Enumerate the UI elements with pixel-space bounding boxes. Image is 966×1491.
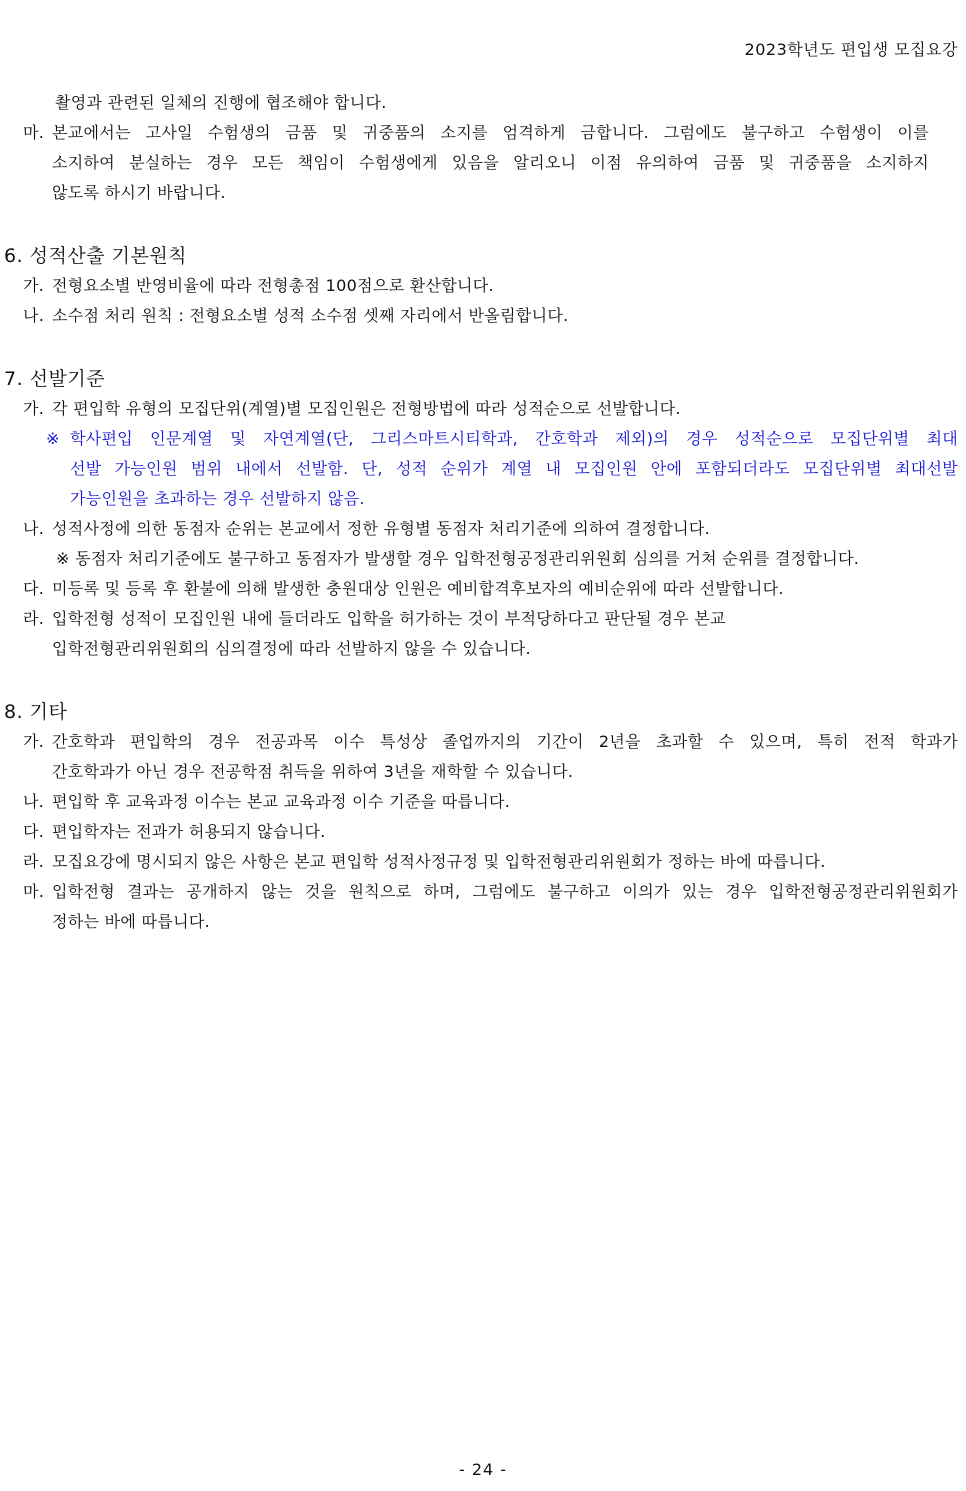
item-text: 전형요소별 반영비율에 따라 전형총점 100점으로 환산합니다. (52, 276, 494, 295)
section-8-item-na (0, 787, 966, 817)
note-text-line: 가능인원을 초과하는 경우 선발하지 않음. (70, 489, 365, 508)
section-6-heading: 6. 성적산출 기본원칙 (4, 245, 188, 267)
note-marker: ※ (46, 429, 60, 448)
page-header: 2023학년도 편입생 모집요강 (744, 40, 958, 59)
item-marker: 가. (23, 732, 45, 751)
section-8-item-ma (0, 877, 966, 937)
item-marker: 라. (23, 609, 45, 628)
item-ma-valuables (0, 118, 966, 208)
item-marker: 마. (23, 123, 45, 142)
section-8-item-ga (0, 727, 966, 787)
section-7-item-da (0, 574, 966, 604)
section-8-heading: 8. 기타 (4, 701, 68, 723)
section-8-item-ra (0, 847, 966, 877)
item-text-line: 본교에서는 고사일 수험생의 금품 및 귀중품의 소지를 엄격하게 금합니다. 그럼에도 불구하고 수험생이 이를 (52, 123, 929, 142)
item-text: 편입학자는 전과가 허용되지 않습니다. (52, 822, 326, 841)
item-text: 성적사정에 의한 동점자 순위는 본교에서 정한 유형별 동점자 처리기준에 의하여 결정합니다. (52, 519, 710, 538)
item-marker: 다. (23, 579, 45, 598)
item-text-line: 간호학과 편입학의 경우 전공과목 이수 특성상 졸업까지의 기간이 2년을 초과할 수 있으며, 특히 전적 학과가 (52, 732, 958, 751)
continuation-line: 촬영과 관련된 일체의 진행에 협조해야 합니다. (55, 93, 387, 112)
section-8-item-da (0, 817, 966, 847)
item-text-line: 간호학과가 아닌 경우 전공학점 취득을 위하여 3년을 재학할 수 있습니다. (52, 762, 574, 781)
item-text-line: 입학전형 결과는 공개하지 않는 것을 원칙으로 하며, 그럼에도 불구하고 이의가 있는 경우 입학전형공정관리위원회가 (52, 882, 958, 901)
item-text-line: 입학전형 성적이 모집인원 내에 들더라도 입학을 허가하는 것이 부적당하다고 판단될 경우 본교 (52, 609, 726, 628)
section-7-item-ra (0, 604, 966, 664)
item-marker: 가. (23, 399, 45, 418)
item-marker: 나. (23, 306, 45, 325)
section-6-item-na (0, 301, 966, 331)
item-marker: 마. (23, 882, 45, 901)
item-text-line: 입학전형관리위원회의 심의결정에 따라 선발하지 않을 수 있습니다. (52, 639, 531, 658)
item-text: 편입학 후 교육과정 이수는 본교 교육과정 이수 기준을 따릅니다. (52, 792, 511, 811)
note-text-line: 선발 가능인원 범위 내에서 선발함. 단, 성적 순위가 계열 내 모집인원 안에 포함되더라도 모집단위별 최대선발 (70, 459, 958, 478)
item-text-line: 소지하여 분실하는 경우 모든 책임이 수험생에게 있음을 알리오니 이점 유의하여 금품 및 귀중품을 소지하지 (52, 153, 929, 172)
item-text: 미등록 및 등록 후 환불에 의해 발생한 충원대상 인원은 예비합격후보자의 예비순위에 따라 선발합니다. (52, 579, 784, 598)
section-7-blue-note (0, 424, 966, 514)
item-marker: 라. (23, 852, 45, 871)
section-7-item-ga (0, 394, 966, 424)
section-7-tie-note: ※ 동점자 처리기준에도 불구하고 동점자가 발생할 경우 입학전형공정관리위원회 심의를 거쳐 순위를 결정합니다. (56, 549, 860, 568)
item-marker: 나. (23, 519, 45, 538)
item-text: 모집요강에 명시되지 않은 사항은 본교 편입학 성적사정규정 및 입학전형관리위원회가 정하는 바에 따릅니다. (52, 852, 826, 871)
item-text-line: 정하는 바에 따릅니다. (52, 912, 210, 931)
item-marker: 나. (23, 792, 45, 811)
item-marker: 다. (23, 822, 45, 841)
section-7-heading: 7. 선발기준 (4, 368, 106, 390)
item-text: 각 편입학 유형의 모집단위(계열)별 모집인원은 전형방법에 따라 성적순으로 선발합니다. (52, 399, 681, 418)
item-marker: 가. (23, 276, 45, 295)
section-7-item-na (0, 514, 966, 544)
page-number: - 24 - (458, 1460, 508, 1479)
page-content (0, 88, 966, 937)
section-6-item-ga (0, 271, 966, 301)
item-text: 소수점 처리 원칙 : 전형요소별 성적 소수점 셋째 자리에서 반올림합니다. (52, 306, 569, 325)
note-text-line: 학사편입 인문계열 및 자연계열(단, 그리스마트시티학과, 간호학과 제외)의 경우 성적순으로 모집단위별 최대 (70, 429, 958, 448)
item-text-line: 않도록 하시기 바랍니다. (52, 183, 226, 202)
